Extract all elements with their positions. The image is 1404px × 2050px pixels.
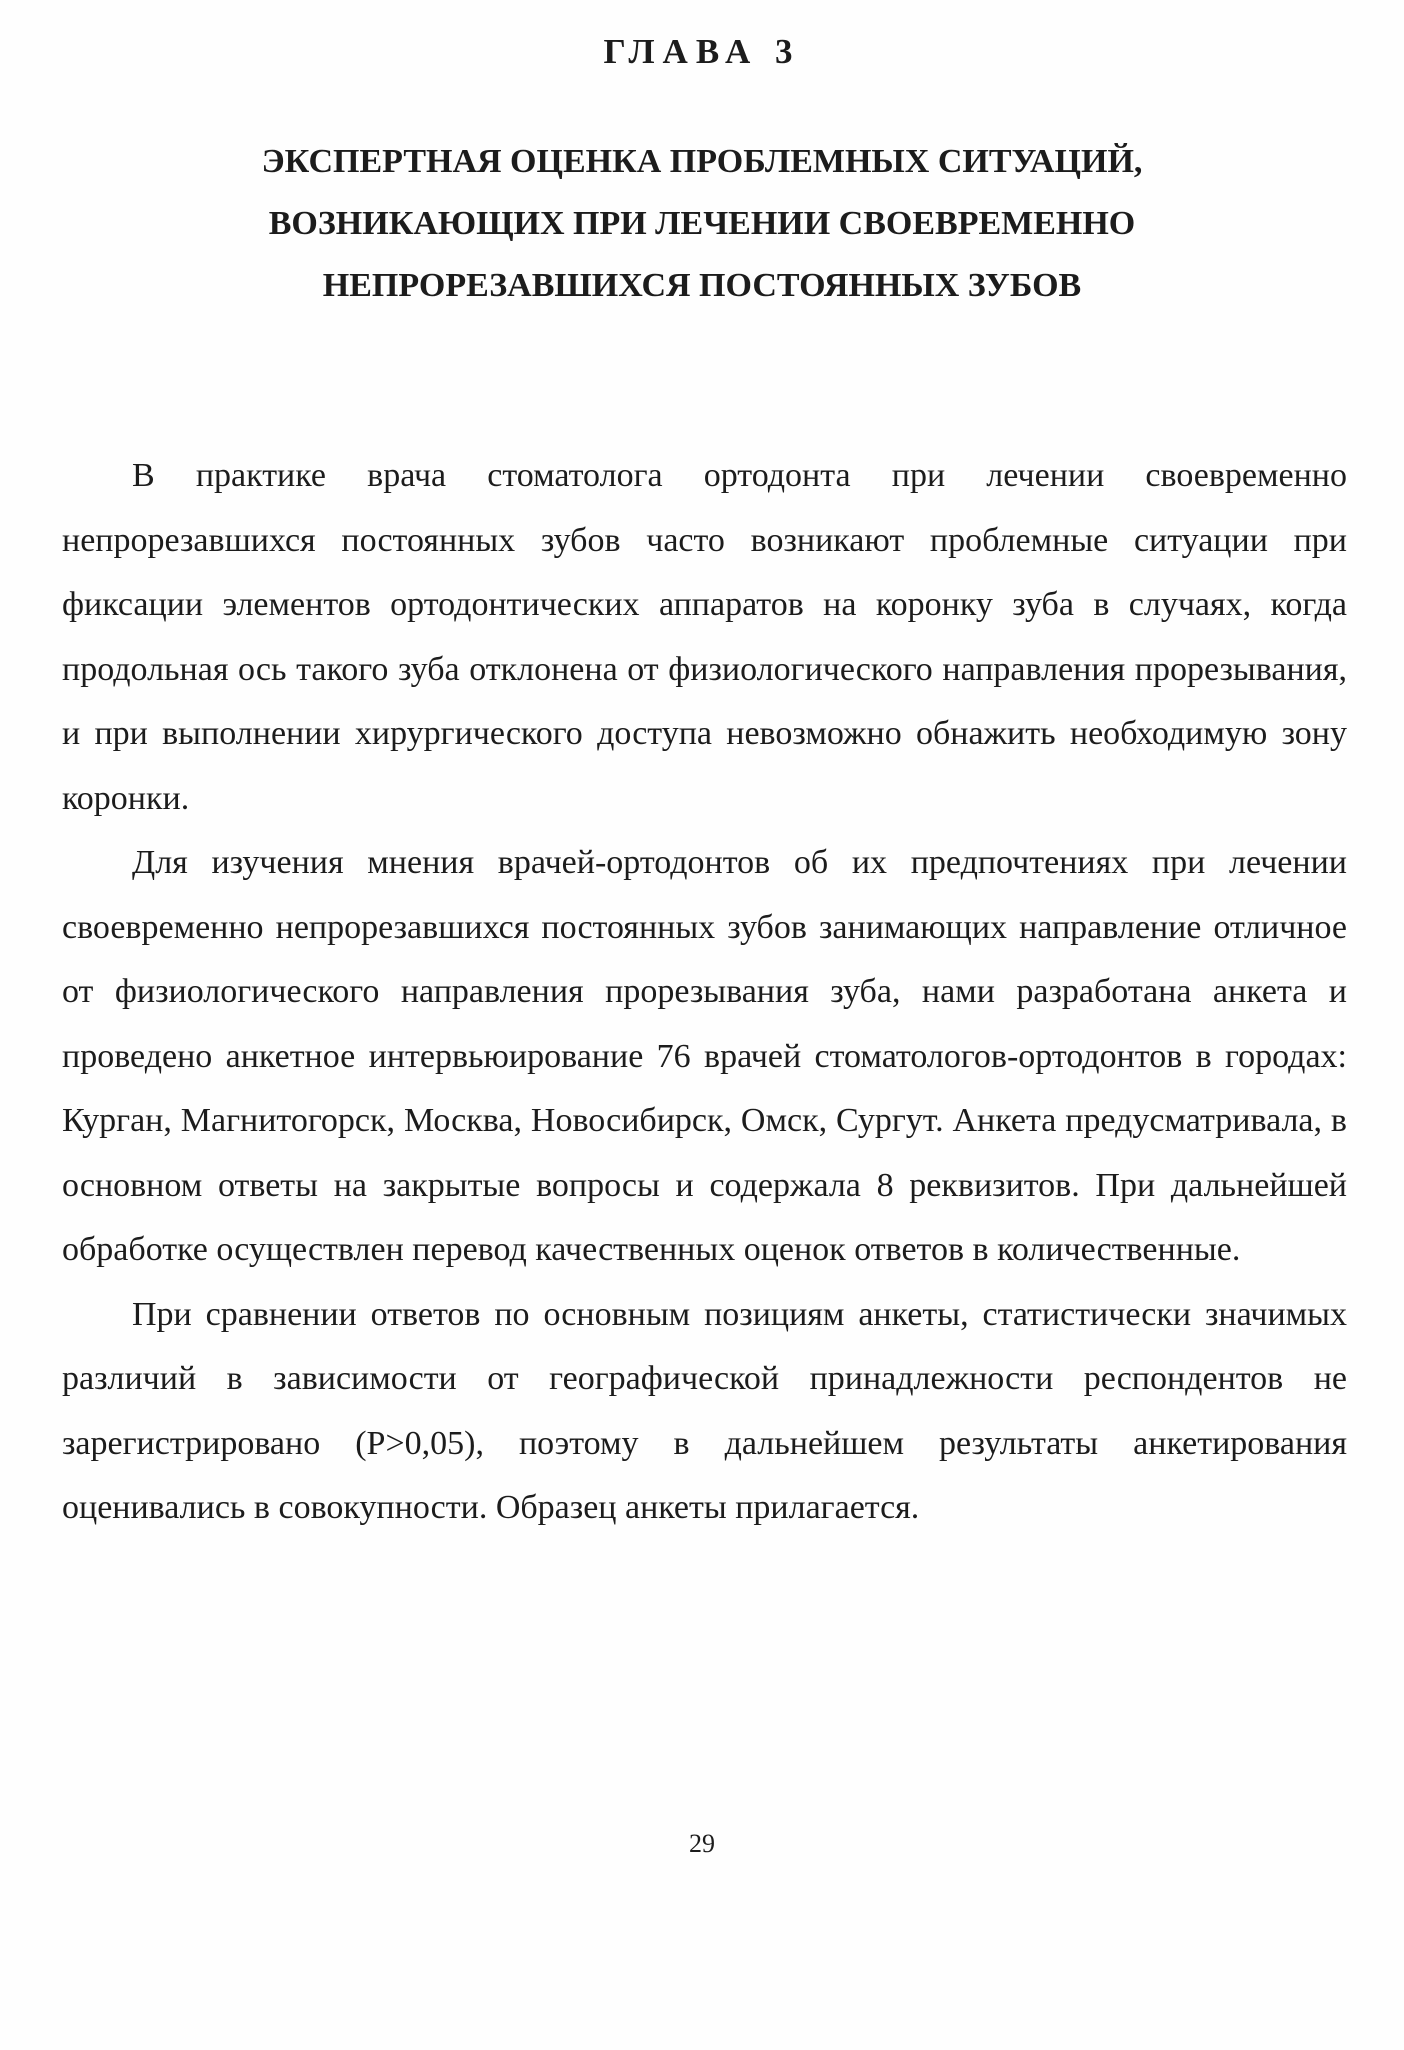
body-text <box>62 444 1347 1541</box>
paragraph: При сравнении ответов по основным позициям анкеты, статистически значимых различий в зависимости от географической принадлежности респондентов не зарегистрировано (P>0,05), поэтому в дальнейшем результаты анкетирования оценивались в совокупности. Образец анкеты прилагается. <box>62 1295 1347 1526</box>
chapter-label: ГЛАВА 3 <box>603 32 801 71</box>
chapter-title-line: НЕПРОРЕЗАВШИХСЯ ПОСТОЯННЫХ ЗУБОВ <box>322 267 1082 304</box>
chapter-title <box>100 131 1304 317</box>
paragraph: Для изучения мнения врачей-ортодонтов об их предпочтениях при лечении своевременно непрорезавшихся постоянных зубов занимающих направление отличное от физиологического направления прорезывания зуба, нами разработана анкета и проведено анкетное интервьюирование 76 врачей стоматологов-ортодонтов в городах: Курган, Магнитогорск, Москва, Новосибирск, Омск, Сургут. Анкета предусматривала, в основном ответы на закрытые вопросы и содержала 8 реквизитов. При дальнейшей обработке осуществлен перевод качественных оценок ответов в количественные. <box>62 844 1347 1268</box>
chapter-title-line: ЭКСПЕРТНАЯ ОЦЕНКА ПРОБЛЕМНЫХ СИТУАЦИЙ, <box>261 143 1143 180</box>
page-number: 29 <box>689 1829 715 1858</box>
chapter-title-line: ВОЗНИКАЮЩИХ ПРИ ЛЕЧЕНИИ СВОЕВРЕМЕННО <box>268 205 1136 242</box>
paragraph: В практике врача стоматолога ортодонта при лечении своевременно непрорезавшихся постоянных зубов часто возникают проблемные ситуации при фиксации элементов ортодонтических аппаратов на коронку зуба в случаях, когда продольная ось такого зуба отклонена от физиологического направления прорезывания, и при выполнении хирургического доступа невозможно обнажить необходимую зону коронки. <box>62 457 1347 817</box>
